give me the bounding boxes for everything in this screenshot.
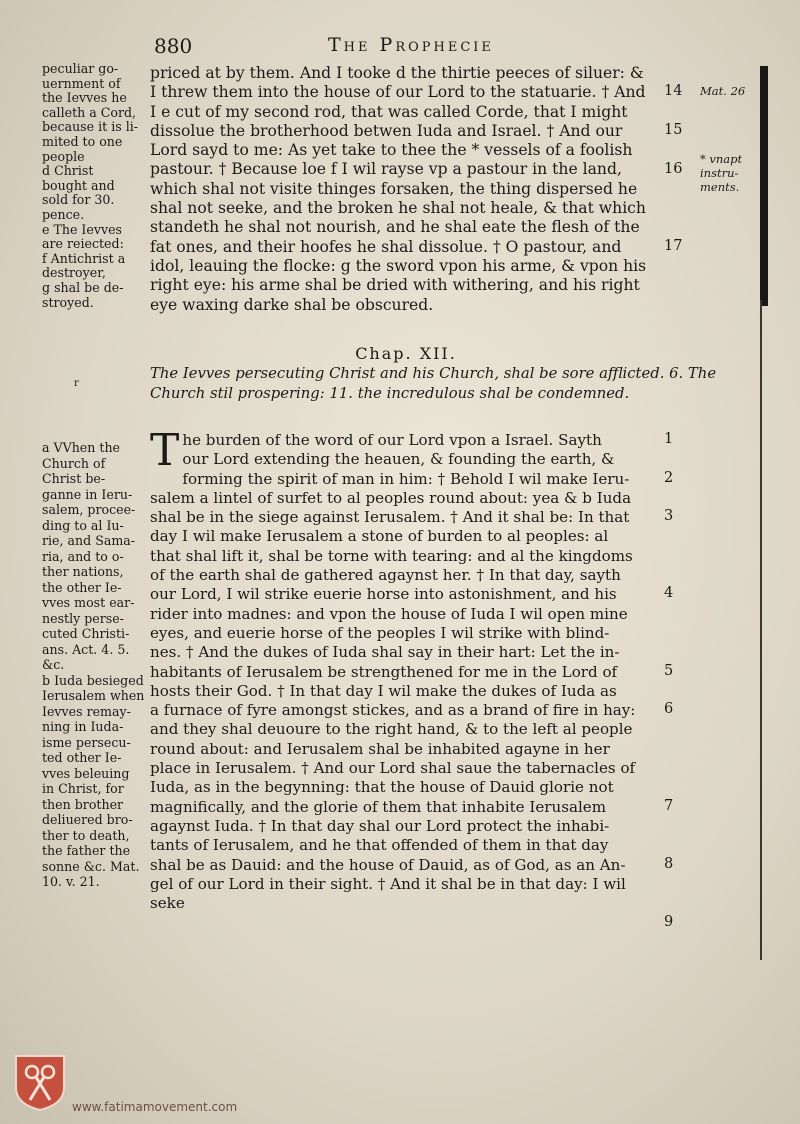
verse-number: 3 [664,508,674,525]
text-line: the Ievves he [42,90,127,106]
text-line: g shal be de- [42,279,124,295]
text-line: 10. v. 21. [42,874,100,889]
text-line [150,450,662,469]
main-text-top [150,64,662,315]
text-line: peculiar go- [42,61,119,76]
text-line: shal be in the siege against Ierusalem. † And it shal be: In that [150,508,630,527]
text-line: d Christ [42,163,94,179]
text-line: fat ones, and their hoofes he shal dissolue. † O pastour, and [150,237,622,256]
text-line: ding to al Iu- [42,517,124,533]
text-line: shal not seeke, and the broken he shal not heale, & that which [150,199,646,218]
text-line: eye waxing darke shal be obscured. [150,295,434,314]
page-number: 880 [154,34,193,58]
margin-rule-thin [760,300,762,960]
right-note-reference: Mat. 26 [700,84,746,98]
text-line: ria, and to o- [42,548,124,564]
text-line: standeth he shal not nourish, and he shal eate the flesh of the [150,218,640,237]
verse-number: 7 [664,797,674,814]
verse-number: 2 [664,469,674,486]
text-line: salem a lintel of surfet to al peoples round about: yea & b Iuda [150,488,632,507]
text-line: shal be as Dauid: and the house of Dauid, as of God, as an An- [150,855,626,874]
drop-cap: T [150,425,180,476]
text-line: Ierusalem when [42,688,145,703]
second-line: our Lord extending the heauen, & founding the earth, & [182,450,615,469]
verse-number: 17 [664,237,683,254]
text-line: pastour. † Because loe f I wil rayse vp a pastour in the land, [150,160,622,179]
text-line: Ievves remay- [42,703,131,719]
text-line: rider into madnes: and vpon the house of Iuda I wil open mine [150,604,628,623]
verse-number: 16 [664,160,683,177]
text-line: gel of our Lord in their sight. † And it shal be in that day: I wil [150,874,626,893]
verse-number: 8 [664,855,674,872]
text-line: then brother [42,796,124,812]
text-line: eyes, and euerie horse of the peoples I wil strike with blind- [150,623,610,642]
text-line: seke [150,894,185,913]
text-line: dissolue the brotherhood betwen Iuda and Israel. † And our [150,121,623,140]
text-line: mited to one [42,133,123,149]
text-line: which shal not visite thinges forsaken, the thing dispersed he [150,179,638,198]
text-line: priced at by them. And I tooke d the thirtie peeces of siluer: & [150,64,644,82]
text-line: bought and [42,177,115,193]
text-line: salem, procee- [42,502,136,517]
main-text-bottom [150,425,662,913]
text-line: ments. [700,180,740,194]
text-line: f Antichrist a [42,250,126,266]
verse-number: 9 [664,913,674,930]
text-line: habitants of Ierusalem be strengthened for me in the Lord of [150,662,618,681]
text-line: instru- [700,166,739,180]
chapter-summary [150,364,717,404]
text-line: agaynst Iuda. † In that day shal our Lord protect the inhabi- [150,816,610,835]
verse-number: 14 [664,83,683,100]
text-line: because it is li- [42,119,139,135]
text-line: cuted Christi- [42,626,130,641]
verse-number: 15 [664,121,683,138]
gloss-mark: r [74,378,79,389]
text-line: ted other Ie- [42,750,122,765]
text-line: in Christ, for [42,781,124,796]
chapter-heading: Chap. XII. [355,344,457,363]
text-line: a furnace of fyre amongst stickes, and as a brand of fire in hay: [150,701,636,720]
text-line: I e cut of my second rod, that was called Corde, that I might [150,102,628,121]
text-line: sold for 30. [42,192,115,208]
text-line: Christ be- [42,471,106,486]
text-line: forming the spirit of man in him: † Behold I wil make Ieru- [182,469,630,488]
text-line: I threw them into the house of our Lord to the statuarie. † And [150,83,646,102]
text-line: stroyed. [42,294,94,310]
text-line: idol, leauing the flocke: g the sword vpon his arme, & vpon his [150,256,647,275]
text-line: destroyer, [42,265,106,281]
text-line: Lord sayd to me: As yet take to thee the * vessels of a foolish [150,141,633,160]
text-line: our Lord, I wil strike euerie horse into astonishment, and his [150,585,617,604]
text-line: e The Ievves [42,221,122,237]
text-line: tants of Ierusalem, and he that offended of them in that day [150,836,609,855]
text-line: hosts their God. † In that day I wil make the dukes of Iuda as [150,681,617,700]
text-line: round about: and Ierusalem shal be inhabited agayne in her [150,739,610,758]
right-note-vessels [700,152,760,194]
verse-number: 6 [664,701,674,718]
text-line: vves most ear- [42,595,135,610]
text-line: uernment of [42,75,121,91]
text-line: rie, and Sama- [42,533,136,548]
text-line: ther nations, [42,564,124,579]
text-line: &c. [42,657,65,672]
text-line: isme persecu- [42,734,131,750]
verse-number: 5 [664,662,674,679]
text-line: magnifically, and the glorie of them that inhabite Ierusalem [150,797,607,816]
text-line: the other Ie- [42,579,122,595]
text-line: ther to death, [42,827,130,843]
text-line: ganne in Ieru- [42,486,133,502]
text-line: Church of [42,455,106,471]
text-line: that shal lift it, shal be torne with tearing: and al the kingdoms [150,546,633,565]
running-title: The Prophecie [328,34,494,56]
text-line: day I wil make Ierusalem a stone of burden to al peoples: al [150,527,609,546]
margin-gloss-top [42,62,148,310]
margin-rule-thick [760,66,768,306]
text-line: ans. Act. 4. 5. [42,641,130,657]
text-line: and they shal deuoure to the right hand, & to the left al people [150,720,633,739]
first-line: he burden of the word of our Lord vpon a Israel. Sayth [182,431,602,449]
text-line: right eye: his arme shal be dried with withering, and his right [150,276,640,295]
margin-gloss-bottom [42,440,148,890]
text-line: the father the [42,843,131,858]
text-line: calleth a Cord, [42,104,137,120]
text-line: sonne &c. Mat. [42,858,140,874]
text-line: nes. † And the dukes of Iuda shal say in their hart: Let the in- [150,643,620,662]
text-line: The Ievves persecuting Christ and his Church, shal be sore afflicted. 6. The [150,365,717,382]
text-line: place in Ierusalem. † And our Lord shal saue the tabernacles of [150,759,636,778]
footer-url: www.fatimamovement.com [72,1100,238,1114]
text-line: deliuered bro- [42,812,133,827]
text-line: b Iuda besieged [42,672,144,688]
text-line: * vnapt [700,152,743,166]
keys-seal-icon [14,1054,66,1112]
text-line: vves beleuing [42,765,130,781]
text-line: Church stil prospering: 11. the incredulous shal be condemned. [150,385,630,402]
verse-number: 4 [664,585,674,602]
text-line: of the earth shal de gathered agaynst her. † In that day, sayth [150,566,621,585]
text-line: pence. [42,206,85,222]
text-line: nestly perse- [42,610,124,626]
text-line: a VVhen the [42,440,121,455]
running-header [150,34,650,58]
verse-number: 1 [664,431,674,447]
text-line: ning in Iuda- [42,719,124,734]
text-line: are reiected: [42,236,124,252]
text-line: Iuda, as in the begynning: that the house of Dauid glorie not [150,778,614,797]
text-line: people [42,148,85,164]
